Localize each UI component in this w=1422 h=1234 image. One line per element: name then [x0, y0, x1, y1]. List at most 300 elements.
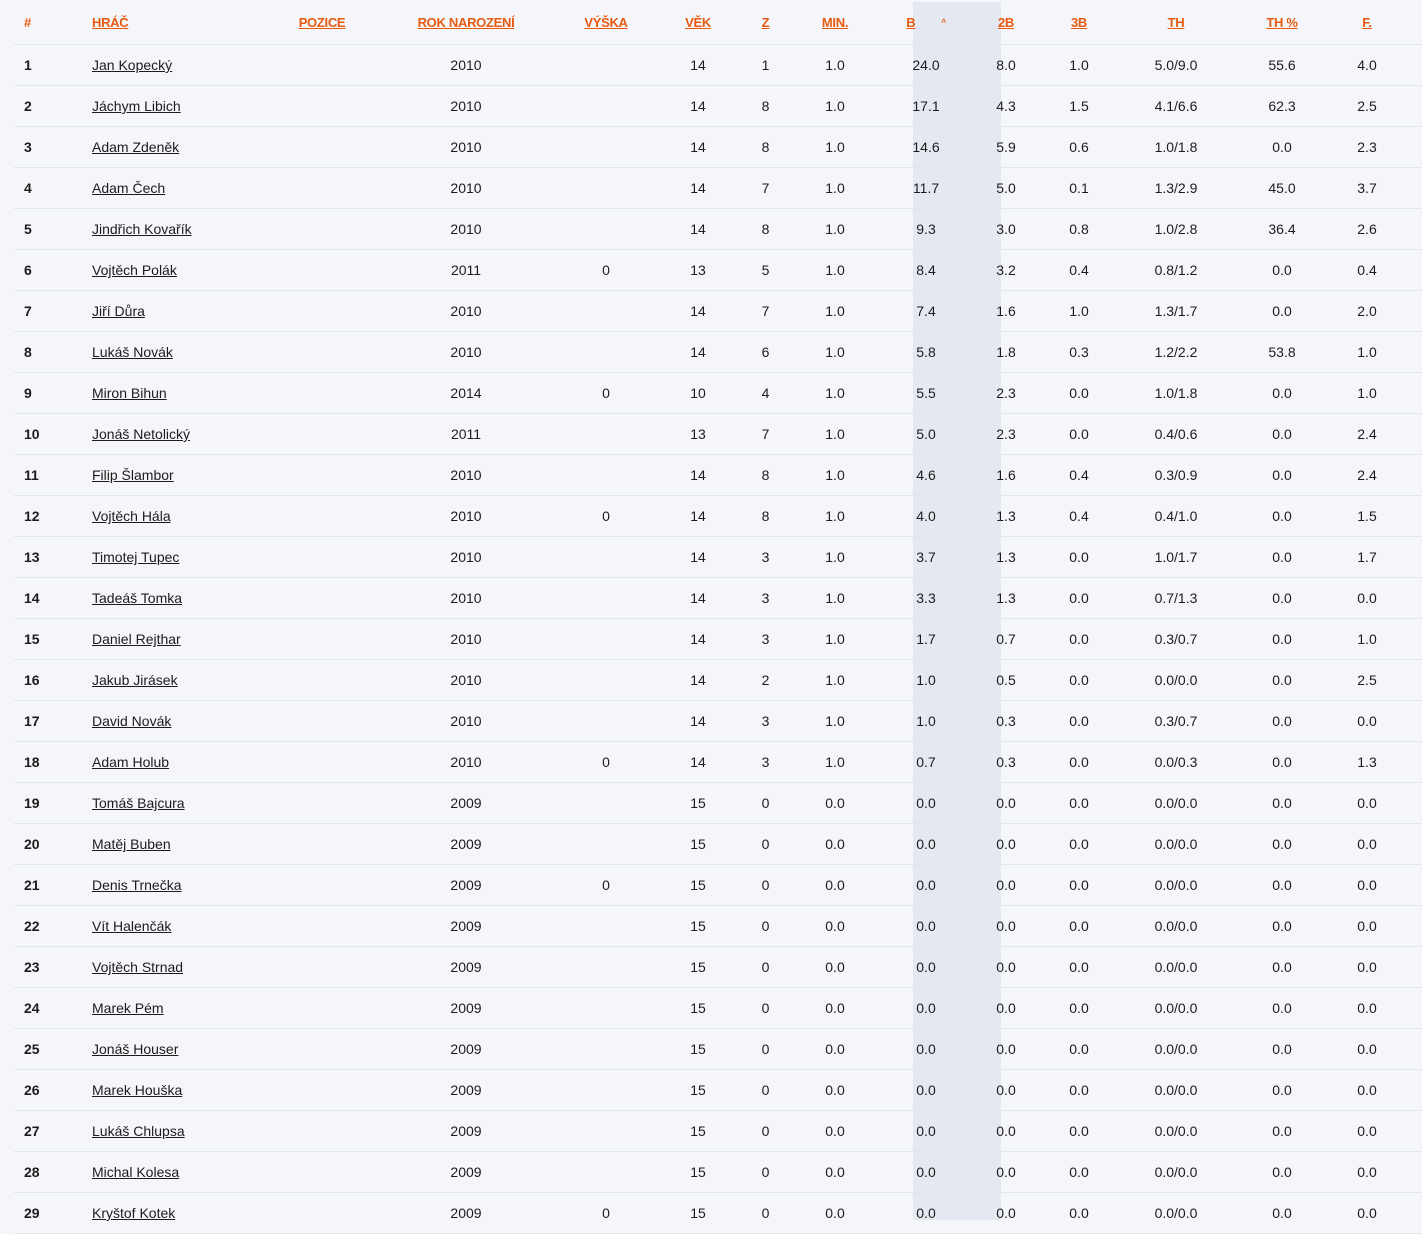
fouls-cell: 2.4	[1357, 467, 1377, 483]
free-throws-cell: 0.0/0.0	[1154, 1000, 1198, 1016]
player-name-link[interactable]: Jáchym Libich	[92, 98, 181, 114]
height-cell: 0	[602, 385, 610, 401]
rank-cell: 22	[24, 918, 40, 934]
birth-year-cell: 2009	[450, 918, 482, 934]
age-cell: 14	[690, 303, 706, 319]
height-cell: 0	[602, 508, 610, 524]
rank-cell: 23	[24, 959, 40, 975]
games-cell: 4	[761, 385, 770, 401]
birth-year-cell: 2009	[450, 1000, 482, 1016]
free-throw-pct-cell: 0.0	[1272, 959, 1292, 975]
fouls-cell: 0.0	[1357, 1082, 1377, 1098]
header-birth-year[interactable]: ROK NAROZENÍ	[417, 14, 515, 30]
header-minutes[interactable]: MIN.	[821, 14, 849, 30]
fouls-cell: 2.4	[1357, 426, 1377, 442]
age-cell: 15	[690, 1123, 706, 1139]
rank-cell: 4	[24, 180, 32, 196]
free-throws-cell: 0.0/0.0	[1154, 1082, 1198, 1098]
games-cell: 8	[761, 98, 770, 114]
player-name-cell	[92, 221, 272, 237]
table-header	[14, 0, 1422, 45]
free-throws-cell: 1.2/2.2	[1154, 344, 1198, 360]
free-throws-cell: 0.0/0.0	[1154, 1041, 1198, 1057]
games-cell: 0	[761, 959, 770, 975]
rank-cell: 2	[24, 98, 32, 114]
points-cell: 0.0	[916, 1041, 936, 1057]
header-player[interactable]: HRÁČ	[92, 14, 129, 30]
player-name-link[interactable]: Adam Zdeněk	[92, 139, 180, 155]
birth-year-cell: 2011	[450, 426, 482, 442]
age-cell: 14	[690, 180, 706, 196]
points-cell: 8.4	[916, 262, 936, 278]
three-pointers-cell: 0.0	[1069, 590, 1089, 606]
sort-desc-icon[interactable]: ˄	[941, 16, 946, 26]
games-cell: 0	[761, 1000, 770, 1016]
three-pointers-cell: 0.0	[1069, 549, 1089, 565]
table-row	[14, 455, 1422, 496]
player-name-cell	[92, 1123, 272, 1139]
free-throws-cell: 0.3/0.7	[1154, 631, 1198, 647]
rank-cell: 28	[24, 1164, 40, 1180]
player-name-cell	[92, 836, 272, 852]
free-throw-pct-cell: 0.0	[1272, 467, 1292, 483]
free-throw-pct-cell: 62.3	[1268, 98, 1296, 114]
table-row	[14, 1152, 1422, 1193]
rank-cell: 15	[24, 631, 40, 647]
fouls-cell: 0.0	[1357, 1041, 1377, 1057]
minutes-cell: 0.0	[825, 1164, 845, 1180]
points-cell: 0.0	[916, 1082, 936, 1098]
table-row	[14, 414, 1422, 455]
birth-year-cell: 2010	[450, 344, 482, 360]
birth-year-cell: 2010	[450, 139, 482, 155]
player-name-cell	[92, 959, 272, 975]
minutes-cell: 0.0	[825, 877, 845, 893]
rank-cell: 24	[24, 1000, 40, 1016]
player-name-link[interactable]: Adam Čech	[92, 180, 166, 196]
player-name-cell	[92, 590, 272, 606]
age-cell: 10	[690, 385, 706, 401]
three-pointers-cell: 0.0	[1069, 1041, 1089, 1057]
minutes-cell: 1.0	[825, 262, 845, 278]
minutes-cell: 1.0	[825, 508, 845, 524]
free-throws-cell: 1.0/1.8	[1154, 139, 1198, 155]
minutes-cell: 1.0	[825, 426, 845, 442]
rank-cell: 20	[24, 836, 40, 852]
two-pointers-cell: 4.3	[996, 98, 1016, 114]
fouls-cell: 2.3	[1357, 139, 1377, 155]
free-throw-pct-cell: 0.0	[1272, 508, 1292, 524]
two-pointers-cell: 0.0	[996, 836, 1016, 852]
free-throws-cell: 5.0/9.0	[1154, 57, 1198, 73]
two-pointers-cell: 0.0	[996, 795, 1016, 811]
two-pointers-cell: 0.0	[996, 918, 1016, 934]
header-free-throw-pct[interactable]: TH %	[1266, 14, 1298, 30]
fouls-cell: 1.0	[1357, 631, 1377, 647]
free-throws-cell: 1.0/2.8	[1154, 221, 1198, 237]
header-free-throws[interactable]: TH	[1167, 14, 1185, 30]
player-name-link[interactable]: Lukáš Chlupsa	[92, 1123, 185, 1139]
two-pointers-cell: 2.3	[996, 426, 1016, 442]
two-pointers-cell: 0.0	[996, 1123, 1016, 1139]
birth-year-cell: 2009	[450, 1082, 482, 1098]
free-throw-pct-cell: 0.0	[1272, 631, 1292, 647]
table-row	[14, 496, 1422, 537]
player-name-link[interactable]: Daniel Rejthar	[92, 631, 181, 647]
three-pointers-cell: 0.3	[1069, 344, 1089, 360]
free-throws-cell: 0.3/0.7	[1154, 713, 1198, 729]
header-points[interactable]	[883, 15, 969, 30]
player-name-link[interactable]: Adam Holub	[92, 754, 170, 770]
free-throws-cell: 4.1/6.6	[1154, 98, 1198, 114]
minutes-cell: 1.0	[825, 631, 845, 647]
rank-cell: 11	[24, 467, 39, 483]
birth-year-cell: 2009	[450, 1205, 482, 1221]
three-pointers-cell: 1.0	[1069, 303, 1089, 319]
minutes-cell: 0.0	[825, 1205, 845, 1221]
three-pointers-cell: 0.4	[1069, 467, 1089, 483]
points-cell: 1.0	[916, 672, 936, 688]
minutes-cell: 1.0	[825, 754, 845, 770]
points-cell: 0.0	[916, 959, 936, 975]
age-cell: 14	[690, 590, 706, 606]
games-cell: 1	[761, 57, 770, 73]
rank-cell: 8	[24, 344, 32, 360]
points-cell: 0.0	[916, 795, 936, 811]
player-name-link[interactable]: Matěj Buben	[92, 836, 171, 852]
minutes-cell: 0.0	[825, 1000, 845, 1016]
rank-cell: 6	[24, 262, 32, 278]
player-name-link[interactable]: Filip Šlambor	[92, 467, 174, 483]
age-cell: 14	[690, 631, 706, 647]
three-pointers-cell: 0.0	[1069, 754, 1089, 770]
two-pointers-cell: 0.3	[996, 713, 1016, 729]
header-points-label: B	[906, 14, 916, 30]
rank-cell: 18	[24, 754, 40, 770]
player-name-cell	[92, 98, 272, 114]
player-name-link[interactable]: Marek Houška	[92, 1082, 183, 1098]
header-three-pointers[interactable]: 3B	[1070, 14, 1088, 30]
age-cell: 15	[690, 959, 706, 975]
player-name-cell	[92, 57, 272, 73]
points-cell: 0.0	[916, 1000, 936, 1016]
player-name-link[interactable]: Timotej Tupec	[92, 549, 180, 565]
two-pointers-cell: 5.9	[996, 139, 1016, 155]
two-pointers-cell: 0.0	[996, 877, 1016, 893]
games-cell: 0	[761, 918, 770, 934]
player-name-cell	[92, 467, 272, 483]
age-cell: 13	[690, 262, 706, 278]
fouls-cell: 0.0	[1357, 836, 1377, 852]
free-throws-cell: 1.3/2.9	[1154, 180, 1198, 196]
free-throw-pct-cell: 36.4	[1268, 221, 1296, 237]
free-throw-pct-cell: 0.0	[1272, 385, 1292, 401]
points-cell: 3.7	[916, 549, 936, 565]
player-name-link[interactable]: Vojtěch Hála	[92, 508, 171, 524]
player-name-link[interactable]: Jan Kopecký	[92, 57, 173, 73]
table-row	[14, 86, 1422, 127]
age-cell: 14	[690, 508, 706, 524]
minutes-cell: 1.0	[825, 221, 845, 237]
player-name-link[interactable]: Denis Trnečka	[92, 877, 182, 893]
table-row	[14, 127, 1422, 168]
games-cell: 8	[761, 467, 770, 483]
free-throw-pct-cell: 0.0	[1272, 1041, 1292, 1057]
player-name-cell	[92, 1164, 272, 1180]
table-row	[14, 1193, 1422, 1234]
player-name-link[interactable]: Vojtěch Strnad	[92, 959, 184, 975]
free-throws-cell: 0.8/1.2	[1154, 262, 1198, 278]
birth-year-cell: 2010	[450, 713, 482, 729]
table-row	[14, 783, 1422, 824]
points-cell: 3.3	[916, 590, 936, 606]
height-cell: 0	[602, 262, 610, 278]
games-cell: 0	[761, 795, 770, 811]
age-cell: 15	[690, 795, 706, 811]
player-name-link[interactable]: Jindřich Kovařík	[92, 221, 192, 237]
free-throws-cell: 1.0/1.8	[1154, 385, 1198, 401]
rank-cell: 12	[24, 508, 40, 524]
free-throw-pct-cell: 0.0	[1272, 672, 1292, 688]
player-name-link[interactable]: Jiří Důra	[92, 303, 145, 319]
player-name-link[interactable]: Jakub Jirásek	[92, 672, 178, 688]
free-throws-cell: 0.4/1.0	[1154, 508, 1198, 524]
points-cell: 1.7	[916, 631, 936, 647]
age-cell: 14	[690, 344, 706, 360]
player-name-link[interactable]: Tadeáš Tomka	[92, 590, 183, 606]
header-position[interactable]: POZICE	[298, 14, 346, 30]
player-name-cell	[92, 180, 272, 196]
free-throws-cell: 0.0/0.0	[1154, 795, 1198, 811]
player-name-link[interactable]: David Novák	[92, 713, 172, 729]
player-name-cell	[92, 877, 272, 893]
games-cell: 7	[761, 180, 770, 196]
age-cell: 15	[690, 1082, 706, 1098]
free-throw-pct-cell: 55.6	[1268, 57, 1296, 73]
free-throw-pct-cell: 0.0	[1272, 590, 1292, 606]
rank-cell: 19	[24, 795, 40, 811]
rank-cell: 16	[24, 672, 40, 688]
points-cell: 11.7	[912, 180, 940, 196]
three-pointers-cell: 0.1	[1069, 180, 1089, 196]
header-age[interactable]: VĚK	[685, 14, 711, 30]
free-throws-cell: 0.0/0.0	[1154, 959, 1198, 975]
rank-cell: 3	[24, 139, 32, 155]
minutes-cell: 0.0	[825, 1123, 845, 1139]
three-pointers-cell: 0.0	[1069, 1123, 1089, 1139]
birth-year-cell: 2009	[450, 836, 482, 852]
table-row	[14, 906, 1422, 947]
games-cell: 8	[761, 508, 770, 524]
age-cell: 14	[690, 57, 706, 73]
points-cell: 0.0	[916, 1205, 936, 1221]
free-throws-cell: 0.7/1.3	[1154, 590, 1198, 606]
points-cell: 0.7	[916, 754, 936, 770]
height-cell: 0	[602, 1205, 610, 1221]
age-cell: 15	[690, 877, 706, 893]
player-name-cell	[92, 1082, 272, 1098]
free-throws-cell: 0.0/0.0	[1154, 1164, 1198, 1180]
free-throw-pct-cell: 0.0	[1272, 1000, 1292, 1016]
age-cell: 14	[690, 467, 706, 483]
fouls-cell: 0.0	[1357, 1000, 1377, 1016]
table-row	[14, 1029, 1422, 1070]
points-cell: 1.0	[916, 713, 936, 729]
player-name-cell	[92, 672, 272, 688]
minutes-cell: 1.0	[825, 98, 845, 114]
games-cell: 0	[761, 1041, 770, 1057]
player-name-cell	[92, 631, 272, 647]
table-row	[14, 865, 1422, 906]
fouls-cell: 2.6	[1357, 221, 1377, 237]
free-throw-pct-cell: 0.0	[1272, 754, 1292, 770]
player-name-cell	[92, 426, 272, 442]
header-height[interactable]: VÝŠKA	[584, 14, 628, 30]
birth-year-cell: 2010	[450, 549, 482, 565]
games-cell: 3	[761, 713, 770, 729]
free-throws-cell: 0.4/0.6	[1154, 426, 1198, 442]
table-row	[14, 168, 1422, 209]
fouls-cell: 0.0	[1357, 1123, 1377, 1139]
player-name-link[interactable]: Jonáš Houser	[92, 1041, 179, 1057]
fouls-cell: 2.5	[1357, 98, 1377, 114]
free-throw-pct-cell: 0.0	[1272, 262, 1292, 278]
free-throw-pct-cell: 45.0	[1268, 180, 1296, 196]
games-cell: 7	[761, 303, 770, 319]
free-throw-pct-cell: 0.0	[1272, 836, 1292, 852]
player-name-link[interactable]: Vít Halenčák	[92, 918, 172, 934]
table-row	[14, 250, 1422, 291]
fouls-cell: 2.5	[1357, 672, 1377, 688]
two-pointers-cell: 0.0	[996, 1082, 1016, 1098]
three-pointers-cell: 0.0	[1069, 1082, 1089, 1098]
fouls-cell: 3.7	[1357, 180, 1377, 196]
player-name-cell	[92, 713, 272, 729]
player-name-cell	[92, 303, 272, 319]
table-row	[14, 742, 1422, 783]
rank-cell: 7	[24, 303, 32, 319]
minutes-cell: 0.0	[825, 1041, 845, 1057]
two-pointers-cell: 3.2	[996, 262, 1016, 278]
points-cell: 5.0	[916, 426, 936, 442]
age-cell: 14	[690, 672, 706, 688]
free-throw-pct-cell: 53.8	[1268, 344, 1296, 360]
player-name-link[interactable]: Jonáš Netolický	[92, 426, 191, 442]
fouls-cell: 0.0	[1357, 1164, 1377, 1180]
table-row	[14, 291, 1422, 332]
two-pointers-cell: 0.0	[996, 1164, 1016, 1180]
fouls-cell: 0.0	[1357, 1205, 1377, 1221]
free-throws-cell: 0.3/0.9	[1154, 467, 1198, 483]
table-row	[14, 373, 1422, 414]
three-pointers-cell: 0.0	[1069, 836, 1089, 852]
rank-cell: 10	[24, 426, 40, 442]
fouls-cell: 0.0	[1357, 795, 1377, 811]
free-throw-pct-cell: 0.0	[1272, 549, 1292, 565]
minutes-cell: 1.0	[825, 57, 845, 73]
three-pointers-cell: 0.0	[1069, 713, 1089, 729]
age-cell: 15	[690, 1205, 706, 1221]
two-pointers-cell: 1.3	[996, 590, 1016, 606]
player-name-link[interactable]: Marek Pém	[92, 1000, 164, 1016]
games-cell: 3	[761, 631, 770, 647]
age-cell: 14	[690, 549, 706, 565]
age-cell: 13	[690, 426, 706, 442]
two-pointers-cell: 0.0	[996, 959, 1016, 975]
games-cell: 8	[761, 139, 770, 155]
points-cell: 0.0	[916, 918, 936, 934]
height-cell: 0	[602, 754, 610, 770]
age-cell: 15	[690, 1164, 706, 1180]
free-throw-pct-cell: 0.0	[1272, 303, 1292, 319]
free-throws-cell: 0.0/0.0	[1154, 877, 1198, 893]
rank-cell: 29	[24, 1205, 40, 1221]
minutes-cell: 0.0	[825, 1082, 845, 1098]
games-cell: 0	[761, 1205, 770, 1221]
free-throw-pct-cell: 0.0	[1272, 1164, 1292, 1180]
table-row	[14, 947, 1422, 988]
birth-year-cell: 2009	[450, 877, 482, 893]
games-cell: 5	[761, 262, 770, 278]
rank-cell: 13	[24, 549, 40, 565]
fouls-cell: 0.0	[1357, 713, 1377, 729]
player-name-cell	[92, 344, 272, 360]
player-name-link[interactable]: Lukáš Novák	[92, 344, 173, 360]
fouls-cell: 1.5	[1357, 508, 1377, 524]
two-pointers-cell: 1.6	[996, 467, 1016, 483]
minutes-cell: 1.0	[825, 303, 845, 319]
points-cell: 17.1	[912, 98, 940, 114]
header-two-pointers[interactable]: 2B	[997, 14, 1015, 30]
two-pointers-cell: 2.3	[996, 385, 1016, 401]
player-name-link[interactable]: Tomáš Bajcura	[92, 795, 185, 811]
two-pointers-cell: 1.3	[996, 508, 1016, 524]
two-pointers-cell: 1.6	[996, 303, 1016, 319]
points-cell: 0.0	[916, 877, 936, 893]
player-name-link[interactable]: Vojtěch Polák	[92, 262, 177, 278]
free-throw-pct-cell: 0.0	[1272, 1205, 1292, 1221]
fouls-cell: 4.0	[1357, 57, 1377, 73]
fouls-cell: 0.4	[1357, 262, 1377, 278]
points-cell: 4.6	[916, 467, 936, 483]
minutes-cell: 1.0	[825, 672, 845, 688]
birth-year-cell: 2010	[450, 221, 482, 237]
free-throw-pct-cell: 0.0	[1272, 877, 1292, 893]
two-pointers-cell: 5.0	[996, 180, 1016, 196]
player-name-cell	[92, 754, 272, 770]
player-name-link[interactable]: Miron Bihun	[92, 385, 167, 401]
player-name-link[interactable]: Kryštof Kotek	[92, 1205, 176, 1221]
age-cell: 15	[690, 836, 706, 852]
header-rank[interactable]: #	[24, 14, 31, 30]
birth-year-cell: 2009	[450, 795, 482, 811]
free-throw-pct-cell: 0.0	[1272, 795, 1292, 811]
header-games[interactable]: Z	[761, 14, 770, 30]
header-fouls[interactable]: F.	[1362, 14, 1372, 30]
games-cell: 3	[761, 590, 770, 606]
player-name-link[interactable]: Michal Kolesa	[92, 1164, 180, 1180]
games-cell: 2	[761, 672, 770, 688]
two-pointers-cell: 3.0	[996, 221, 1016, 237]
three-pointers-cell: 0.0	[1069, 1205, 1089, 1221]
age-cell: 14	[690, 139, 706, 155]
three-pointers-cell: 1.0	[1069, 57, 1089, 73]
fouls-cell: 1.3	[1357, 754, 1377, 770]
games-cell: 0	[761, 1123, 770, 1139]
free-throw-pct-cell: 0.0	[1272, 1123, 1292, 1139]
table-row	[14, 578, 1422, 619]
games-cell: 3	[761, 754, 770, 770]
